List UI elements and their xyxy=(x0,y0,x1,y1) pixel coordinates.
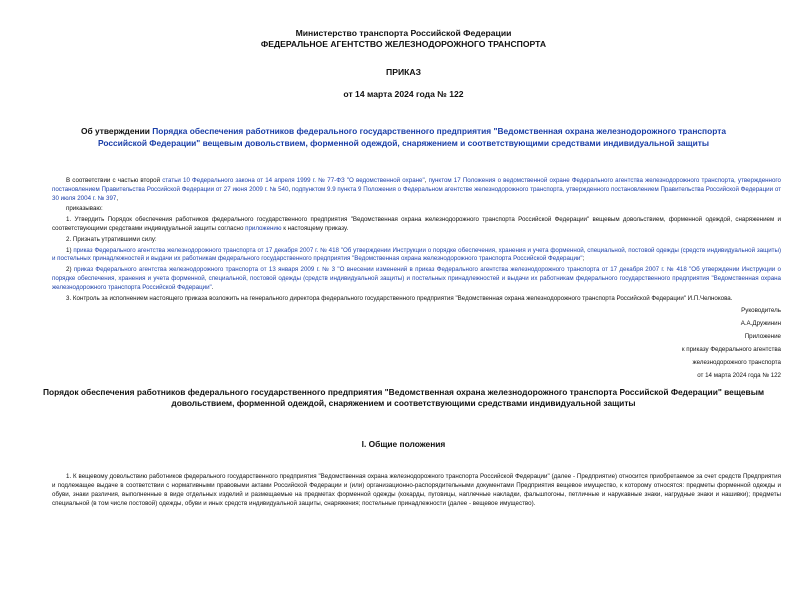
item-1-text: 1. Утвердить Порядок обеспечения работников федерального государственного предприятия "Ведомственная охрана железнодорожного транспорта Российской Федерации" вещевым довольствием, форменной одеждой, снаряжением и соответствующими средствами индивидуальной защиты согласно xyxy=(52,216,781,232)
appendix-date: от 14 марта 2024 года № 122 xyxy=(697,372,781,380)
signer-position: Руководитель xyxy=(741,307,781,315)
preamble-sep: , xyxy=(288,185,292,193)
regulation-link[interactable]: пунктом 17 Положения о ведомственной охране Федерального агентства железнодорожного транспорта, утвержденного постановлением Правительства Российской Федерации от 27 июня 2009 г. № 540 xyxy=(52,177,781,193)
doc-body xyxy=(52,177,781,303)
doc-date-number: от 14 марта 2024 года № 122 xyxy=(343,89,464,99)
item-2-1-num: 1) xyxy=(66,246,74,254)
section-title: I. Общие положения xyxy=(361,439,446,450)
ministry-name: Министерство транспорта Российской Федерации xyxy=(295,28,512,38)
item-2-1 xyxy=(52,247,781,265)
preamble-sep: , xyxy=(424,177,429,184)
doc-type: ПРИКАЗ xyxy=(386,67,421,77)
preamble-text: В соответствии с частью второй xyxy=(66,177,163,184)
procedure-title: Порядок обеспечения работников федерального государственного предприятия "Ведомственная охрана железнодорожного транспорта Российской Федерации" вещевым довольствием, форменной одеждой, снаряжением и соответствующими средствами индивидуальной защиты xyxy=(42,387,765,409)
title-prefix: Об утверждении xyxy=(81,126,153,136)
item-3: 3. Контроль за исполнением настоящего приказа возложить на генерального директора федерального государственного предприятия "Ведомственная охрана железнодорожного транспорта Российской Федерации" И.П.Челнокова. xyxy=(66,294,733,302)
doc-title xyxy=(70,126,737,149)
item-2-2-num: 2) xyxy=(66,266,74,274)
section-paragraph-1: 1. К вещевому довольствию работников федерального государственного предприятия "Ведомственная охрана железнодорожного транспорта Российской Федерации" (далее - Предприятие) относится приобретаемое за счет средств Предприятия и подлежащее выдаче в соответствии с нормативными правовыми актами Российской Федерации и (или) организационно-распорядительными документами Предприятия вещевое имущество, к которому относятся: предметы форменной одежды и обуви, знаки различия, выполненные в виде отдельных изделий и размещаемые на предметах форменной одежды (кокарды, пуговицы, наплечные накладки, фальшпогоны, петличные и нарукавные знаки, нагрудные знаки и нашивки); предметы специальной (в том числе постовой) одежды, обуви и иных средств индивидуальной защиты, снаряжения; постельные принадлежности (далее - вещевое имущество). xyxy=(52,473,781,507)
item-2-2 xyxy=(52,266,781,292)
appendix-to-order: к приказу Федерального агентства xyxy=(681,346,781,354)
item-1-tail: к настоящему приказу. xyxy=(281,224,349,232)
law-link[interactable]: статьи 10 Федерального закона от 14 апреля 1999 г. № 77-ФЗ "О ведомственной охране" xyxy=(162,177,425,184)
item-2: 2. Признать утратившими силу: xyxy=(66,235,157,243)
signer-name: А.А.Дружинин xyxy=(740,320,781,328)
item-1 xyxy=(52,216,781,234)
appendix-label: Приложение xyxy=(744,333,781,341)
repealed-order-link-2[interactable]: приказ Федерального агентства железнодорожного транспорта от 13 января 2009 г. № 3 "О внесении изменений в приказ Федерального агентства железнодорожного транспорта от 17 декабря 2007 г. № 418 "Об утверждении Инструкции о порядке обеспечения, хранения и учета форменной, специальной, постовой одежды (средств индивидуальной защиты) и постельных принадлежностей и выдачи их работникам федерального государственного предприятия "Ведомственная охрана железнодорожного транспорта Российской Федерации" xyxy=(52,266,781,291)
agency-name: ФЕДЕРАЛЬНОЕ АГЕНТСТВО ЖЕЛЕЗНОДОРОЖНОГО ТРАНСПОРТА xyxy=(260,39,547,49)
appendix-transport: железнодорожного транспорта xyxy=(692,359,781,367)
appendix-link[interactable]: приложению xyxy=(245,224,282,232)
section-body xyxy=(52,473,781,508)
preamble-paragraph xyxy=(52,177,781,203)
item-2-2-tail: . xyxy=(211,283,214,291)
preamble-end: , xyxy=(116,194,119,202)
repealed-order-link-1[interactable]: приказ Федерального агентства железнодорожного транспорта от 17 декабря 2007 г. № 418 "Об утверждении Инструкции о порядке обеспечения, хранения и учета форменной, специальной, постовой одежды (средств индивидуальной защиты) и постельных принадлежностей и выдачи их работникам федерального государственного предприятия "Ведомственная охрана железнодорожного транспорта Российской Федерации" xyxy=(52,246,782,263)
item-2-1-tail: ; xyxy=(582,255,585,263)
signature-block xyxy=(0,305,781,381)
title-link[interactable]: Порядка обеспечения работников федерального государственного предприятия "Ведомственная охрана железнодорожного транспорта Российской Федерации" вещевым довольствием, форменной одеждой, снаряжением и соответствующими средствами индивидуальной защиты xyxy=(97,126,726,148)
order-word: приказываю: xyxy=(66,205,103,213)
agency-regulation-link[interactable]: подпунктом 9.9 пункта 9 Положения о Федеральном агентстве железнодорожного транспорта, утвержденного постановлением Правительства Российской Федерации от 30 июля 2004 г. № 397 xyxy=(52,185,781,202)
document-page xyxy=(0,28,807,599)
